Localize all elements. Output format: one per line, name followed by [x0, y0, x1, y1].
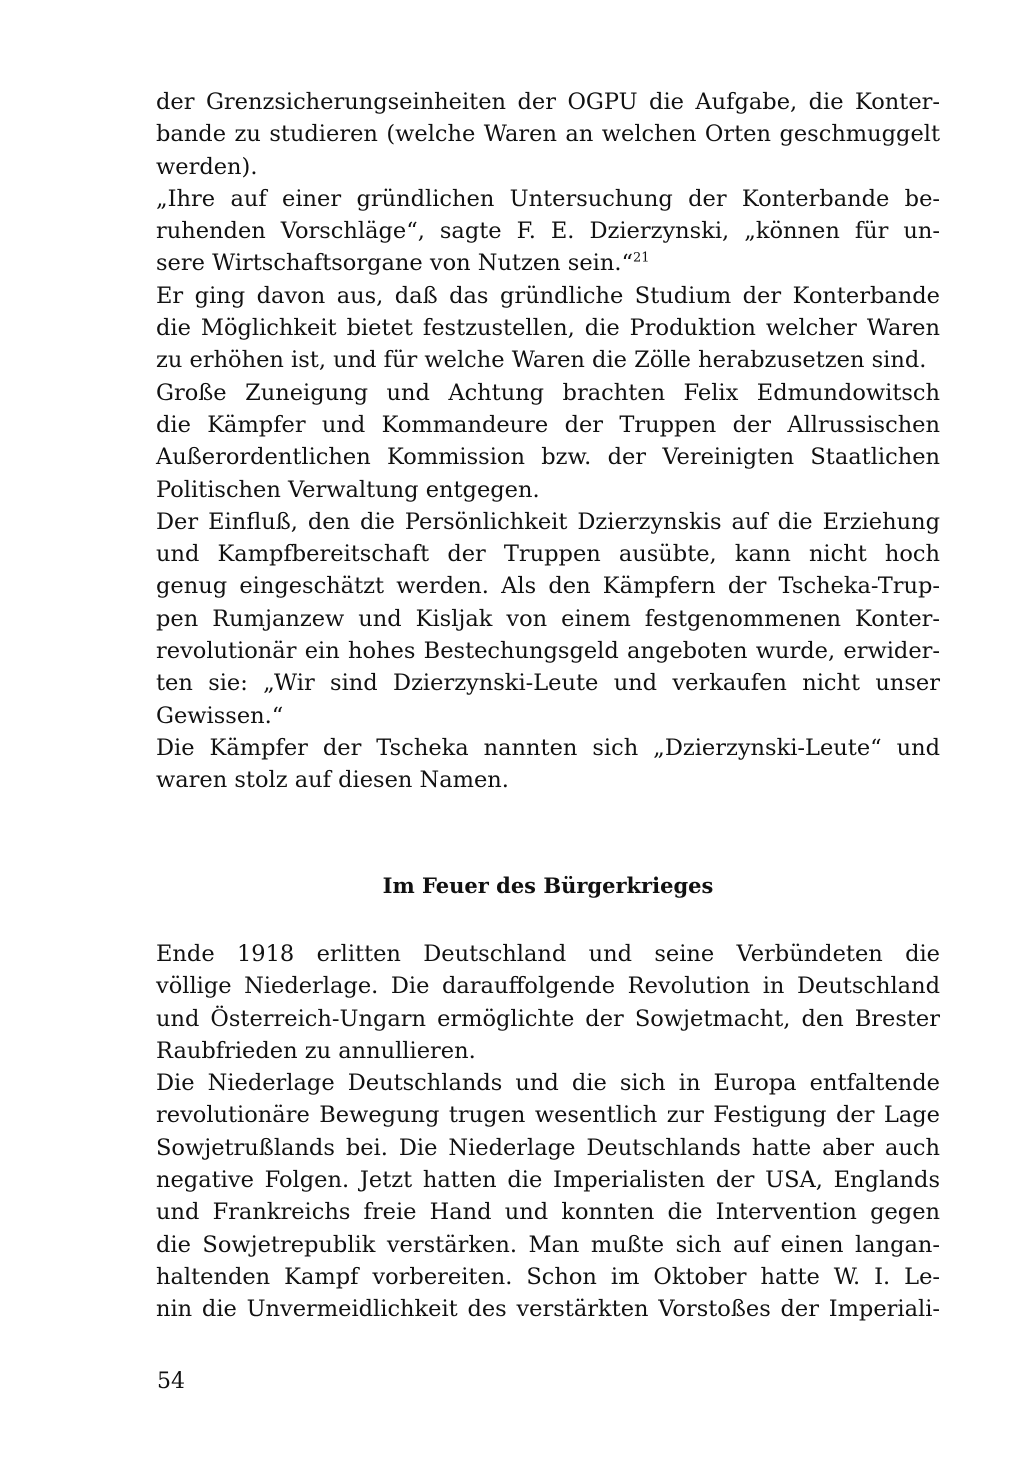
text-line	[156, 1293, 940, 1325]
line-text: Die Kämpfer der Tscheka nannten sich „Dzierzynski-Leute“ und	[156, 734, 940, 761]
line-text: und Kampfbereitschaft der Truppen ausübte, kann nicht hoch	[156, 541, 940, 568]
line-text: genug eingeschätzt werden. Als den Kämpfern der Tscheka-Trup-	[156, 573, 940, 600]
text-line	[156, 151, 940, 183]
section-heading: Im Feuer des Bürgerkrieges	[382, 873, 714, 898]
text-line	[156, 183, 940, 215]
text-line	[156, 603, 940, 635]
line-text: zu erhöhen ist, und für welche Waren die Zölle herabzusetzen sind.	[156, 347, 927, 374]
line-text: und Österreich-Ungarn ermöglichte der Sowjetmacht, den Brester	[156, 1005, 940, 1032]
line-text: waren stolz auf diesen Namen.	[156, 767, 509, 794]
line-text: Gewissen.“	[156, 702, 284, 729]
line-text: die Sowjetrepublik verstärken. Man mußte sich auf einen langan-	[156, 1231, 940, 1258]
page-number: 54	[157, 1369, 185, 1394]
line-text: die Möglichkeit bietet festzustellen, die Produktion welcher Waren	[156, 315, 940, 342]
line-text: Raubfrieden zu annullieren.	[156, 1037, 476, 1064]
line-text: Sowjetrußlands bei. Die Niederlage Deutschlands hatte aber auch	[156, 1134, 940, 1161]
text-line	[156, 409, 940, 441]
line-text: ruhenden Vorschläge“, sagte F. E. Dzierzynski, „können für un-	[156, 218, 940, 245]
line-text: Er ging davon aus, daß das gründliche Studium der Konterbande	[156, 282, 940, 309]
line-text: bande zu studieren (welche Waren an welchen Orten geschmuggelt	[156, 121, 940, 148]
text-line	[156, 1132, 940, 1164]
line-text: Außerordentlichen Kommission bzw. der Vereinigten Staatlichen	[156, 444, 940, 471]
text-line	[156, 700, 940, 732]
text-line	[156, 344, 940, 376]
line-text: Große Zuneigung und Achtung brachten Felix Edmundowitsch	[156, 379, 940, 406]
text-line	[156, 1196, 940, 1228]
text-line	[156, 1003, 940, 1035]
line-text: Ende 1918 erlitten Deutschland und seine Verbündeten die	[156, 941, 940, 967]
line-text: werden).	[156, 153, 258, 180]
section-two-text	[156, 938, 940, 1326]
footnote-reference: 21	[633, 250, 650, 266]
text-line	[156, 86, 940, 118]
text-line	[156, 667, 940, 699]
text-line	[156, 247, 940, 279]
line-text: Die Niederlage Deutschlands und die sich in Europa entfaltende	[156, 1070, 940, 1097]
text-line	[156, 970, 940, 1002]
text-line	[156, 215, 940, 247]
line-text: völlige Niederlage. Die darauffolgende Revolution in Deutschland	[156, 973, 940, 1000]
line-text: pen Rumjanzew und Kisljak von einem festgenommenen Konter-	[156, 605, 940, 632]
text-line	[156, 506, 940, 538]
text-line	[156, 1261, 940, 1293]
line-text: nin die Unvermeidlichkeit des verstärkten Vorstoßes der Imperiali-	[156, 1296, 940, 1323]
line-text: revolutionäre Bewegung trugen wesentlich zur Festigung der Lage	[156, 1102, 940, 1129]
text-line	[156, 938, 940, 970]
text-line	[156, 1229, 940, 1261]
text-line	[156, 635, 940, 667]
text-line	[156, 118, 940, 150]
line-text: revolutionär ein hohes Bestechungsgeld angeboten wurde, erwider-	[156, 638, 940, 665]
line-text: haltenden Kampf vorbereiten. Schon im Oktober hatte W. I. Le-	[156, 1263, 940, 1290]
line-text: Politischen Verwaltung entgegen.	[156, 476, 540, 503]
text-line	[156, 377, 940, 409]
text-line	[156, 474, 940, 506]
text-line	[156, 312, 940, 344]
line-text: negative Folgen. Jetzt hatten die Imperialisten der USA, Englands	[156, 1167, 940, 1194]
line-text: und Frankreichs freie Hand und konnten die Intervention gegen	[156, 1199, 940, 1226]
section-one-text	[156, 86, 940, 797]
line-text: sere Wirtschaftsorgane von Nutzen sein.“	[156, 250, 633, 277]
text-line	[156, 570, 940, 602]
line-text: die Kämpfer und Kommandeure der Truppen der Allrussischen	[156, 411, 940, 438]
text-line	[156, 1067, 940, 1099]
text-line	[156, 538, 940, 570]
text-line	[156, 1164, 940, 1196]
line-text: der Grenzsicherungseinheiten der OGPU die Aufgabe, die Konter-	[156, 89, 940, 115]
text-line	[156, 280, 940, 312]
line-text: Der Einfluß, den die Persönlichkeit Dzierzynskis auf die Erziehung	[156, 508, 940, 535]
text-line	[156, 764, 940, 796]
text-line	[156, 441, 940, 473]
text-line	[156, 1099, 940, 1131]
line-text: „Ihre auf einer gründlichen Untersuchung der Konterbande be-	[156, 185, 940, 212]
line-text: ten sie: „Wir sind Dzierzynski-Leute und verkaufen nicht unser	[156, 670, 940, 697]
text-line	[156, 732, 940, 764]
text-line	[156, 1035, 940, 1067]
